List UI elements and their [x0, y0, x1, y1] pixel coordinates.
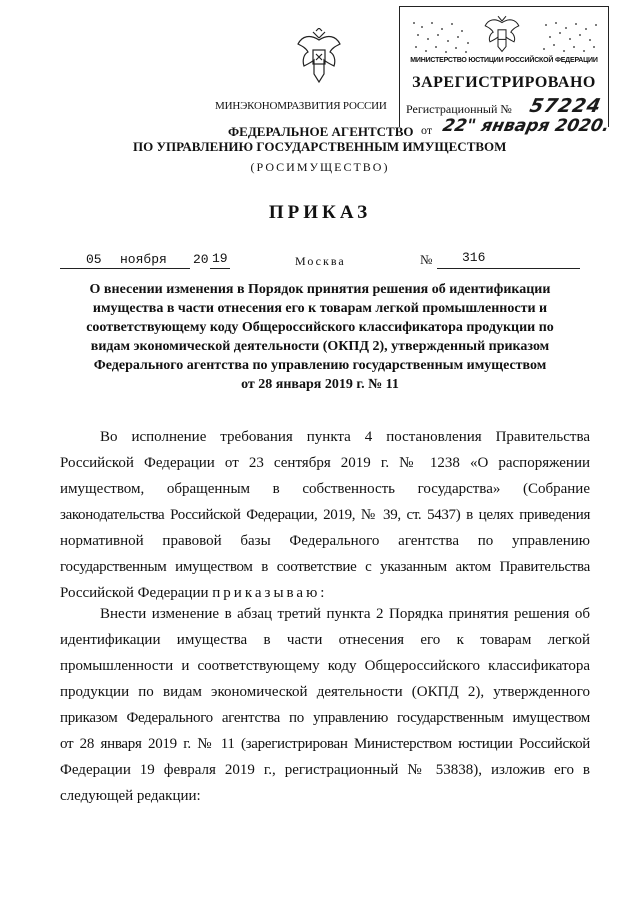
- paragraph-line: Федерации 19 февраля 2019 г., регистрационный № 53838), изложив его в: [60, 762, 590, 778]
- agency-name-line1: ФЕДЕРАЛЬНОЕ АГЕНТСТВО: [228, 124, 414, 139]
- paragraph-line: идентификации имущества в части отнесения его к товарам легкой: [60, 632, 590, 648]
- paragraph-line: государственным имуществом в соответствие с указанным актом Правительства: [60, 559, 590, 575]
- registration-stamp: [399, 6, 609, 127]
- paragraph-text: Российской Федерации: [60, 585, 209, 601]
- heading-line: от 28 января 2019 г. № 11: [241, 377, 399, 392]
- stamp-status: ЗАРЕГИСТРИРОВАНО: [412, 74, 596, 91]
- heading-line: О внесении изменения в Порядок принятия решения об идентификации: [89, 282, 551, 297]
- agency-short-name: (РОСИМУЩЕСТВО): [250, 160, 390, 174]
- stamp-date: 22" января 2020.: [440, 116, 612, 136]
- order-keyword: приказываю:: [212, 585, 328, 601]
- order-heading: [60, 280, 580, 394]
- number-underline: [437, 268, 580, 269]
- stamp-registration-label: Регистрационный №: [406, 102, 512, 116]
- paragraph-line: продукции по видам экономической деятельности (ОКПД 2), утвержденного: [60, 684, 590, 700]
- order-day: 05: [86, 252, 102, 267]
- paragraph-line: промышленности и соответствующему коду Общероссийского классификатора: [60, 658, 590, 674]
- paragraph-line: следующей редакции:: [60, 788, 201, 804]
- heading-line: имущества в части отнесения его к товарам легкой промышленности и: [92, 301, 548, 316]
- stamp-organization: МИНИСТЕРСТВО ЮСТИЦИИ РОССИЙСКОЙ ФЕДЕРАЦИИ: [410, 57, 598, 64]
- paragraph-line: от 28 января 2019 г. № 11 (зарегистрирован Министерством юстиции Российской: [60, 736, 590, 752]
- stamp-dot-pattern-right: [540, 19, 602, 55]
- agency-name-line2: ПО УПРАВЛЕНИЮ ГОСУДАРСТВЕННЫМ ИМУЩЕСТВОМ: [133, 139, 507, 154]
- stamp-date-label: от: [421, 123, 433, 137]
- body-paragraph-2: [60, 601, 590, 809]
- stamp-registration-number: 57224: [527, 95, 604, 117]
- year-underline: [210, 268, 230, 269]
- order-number-label: №: [420, 252, 433, 267]
- coat-of-arms-icon: [296, 28, 342, 84]
- document-title: ПРИКАЗ: [268, 202, 372, 223]
- order-city: Москва: [295, 254, 346, 268]
- order-year-prefix: 20: [193, 252, 209, 267]
- paragraph-line: Во исполнение требования пункта 4 постановления Правительства: [100, 429, 590, 445]
- order-number: 316: [462, 250, 486, 265]
- order-year-suffix: 19: [212, 251, 228, 266]
- ministry-label: МИНЭКОНОМРАЗВИТИЯ РОССИИ: [215, 100, 387, 112]
- stamp-coat-of-arms-icon: [483, 13, 521, 53]
- heading-line: соответствующему коду Общероссийского классификатора продукции по: [86, 320, 554, 335]
- paragraph-line: имуществом, обращенным в собственность государства» (Собрание: [60, 481, 590, 497]
- body-paragraph-1: [60, 424, 590, 606]
- paragraph-line: Российской Федерации от 23 сентября 2019 г. № 1238 «О распоряжении: [60, 455, 590, 471]
- heading-line: видам экономической деятельности (ОКПД 2), утвержденный приказом: [90, 339, 550, 354]
- day-month-underline: [60, 268, 190, 269]
- paragraph-line: нормативной правовой базы Федерального агентства по управлению: [60, 533, 590, 549]
- paragraph-line: приказом Федерального агентства по управлению государственным имуществом: [60, 710, 590, 726]
- paragraph-line: Внести изменение в абзац третий пункта 2 Порядка принятия решения об: [100, 606, 590, 622]
- paragraph-line: законодательства Российской Федерации, 2019, № 39, ст. 5437) в целях приведения: [60, 507, 590, 523]
- heading-line: Федерального агентства по управлению государственным имуществом: [93, 358, 547, 373]
- stamp-dot-pattern: [410, 19, 472, 55]
- order-month: ноября: [120, 252, 167, 267]
